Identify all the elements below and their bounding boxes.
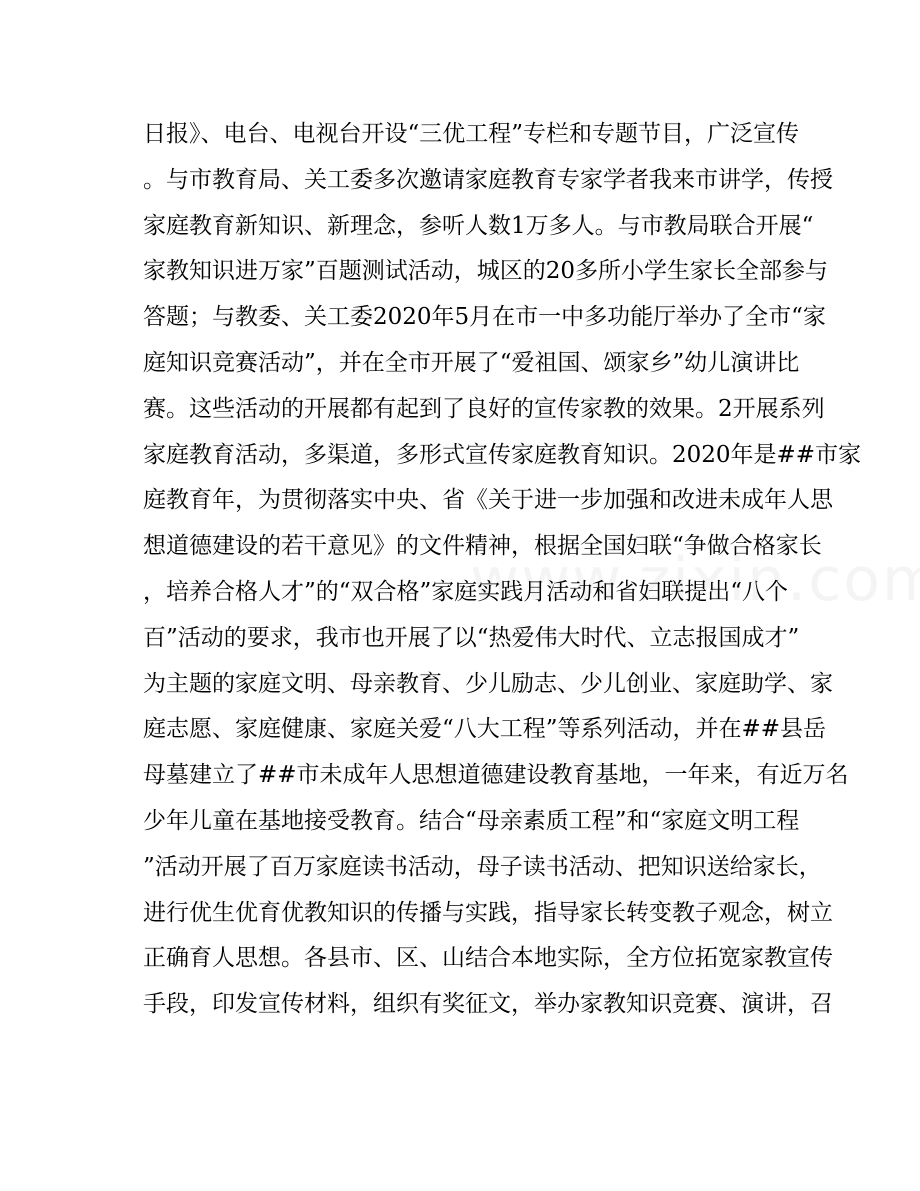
text-line: 赛。这些活动的开展都有起到了良好的宣传家教的效果。2开展系列 — [143, 395, 825, 422]
text-line: 答题；与教委、关工委2020年5月在市一中多功能厅举办了全市“家 — [143, 304, 826, 331]
text-line: ”活动开展了百万家庭读书活动，母子读书活动、把知识送给家长， — [143, 853, 822, 880]
text-line: 庭知识竞赛活动”，并在全市开展了“爱祖国、颂家乡”幼儿演讲比 — [143, 349, 800, 376]
text-line: 庭教育年，为贯彻落实中央、省《关于进一步加强和改进未成年人思 — [143, 487, 833, 514]
body-text — [143, 112, 862, 1028]
text-line: 。与市教育局、关工委多次邀请家庭教育专家学者我来市讲学，传授 — [143, 166, 833, 193]
text-line: 家教知识进万家”百题测试活动，城区的20多所小学生家长全部参与 — [143, 258, 829, 285]
text-line: 母墓建立了##市未成年人思想道德建设教育基地，一年来，有近万名 — [143, 762, 849, 789]
text-line: 进行优生优育优教知识的传播与实践，指导家长转变教子观念，树立 — [143, 899, 833, 926]
text-line: 正确育人思想。各县市、区、山结合本地实际，全方位拓宽家教宣传 — [143, 945, 833, 972]
text-line: 庭志愿、家庭健康、家庭关爱“八大工程”等系列活动，并在##县岳 — [143, 716, 827, 743]
text-line: 家庭教育新知识、新理念，参听人数1万多人。与市教局联合开展“ — [143, 212, 814, 239]
text-line: 为主题的家庭文明、母亲教育、少儿励志、少儿创业、家庭助学、家 — [143, 670, 833, 697]
text-line: 日报》、电台、电视台开设“三优工程”专栏和专题节目，广泛宣传 — [143, 121, 800, 147]
text-line: ，培养合格人才”的“双合格”家庭实践月活动和省妇联提出“八个 — [143, 578, 789, 605]
text-line: 想道德建设的若干意见》的文件精神，根据全国妇联“争做合格家长 — [143, 533, 822, 560]
text-line: 手段，印发宣传材料，组织有奖征文，举办家教知识竞赛、演讲，召 — [143, 991, 833, 1018]
text-line: 家庭教育活动，多渠道，多形式宣传家庭教育知识。2020年是##市家 — [143, 441, 862, 468]
text-line: 少年儿童在基地接受教育。结合“母亲素质工程”和“家庭文明工程 — [143, 807, 800, 834]
text-line: 百”活动的要求，我市也开展了以“热爱伟大时代、立志报国成才” — [143, 624, 800, 651]
